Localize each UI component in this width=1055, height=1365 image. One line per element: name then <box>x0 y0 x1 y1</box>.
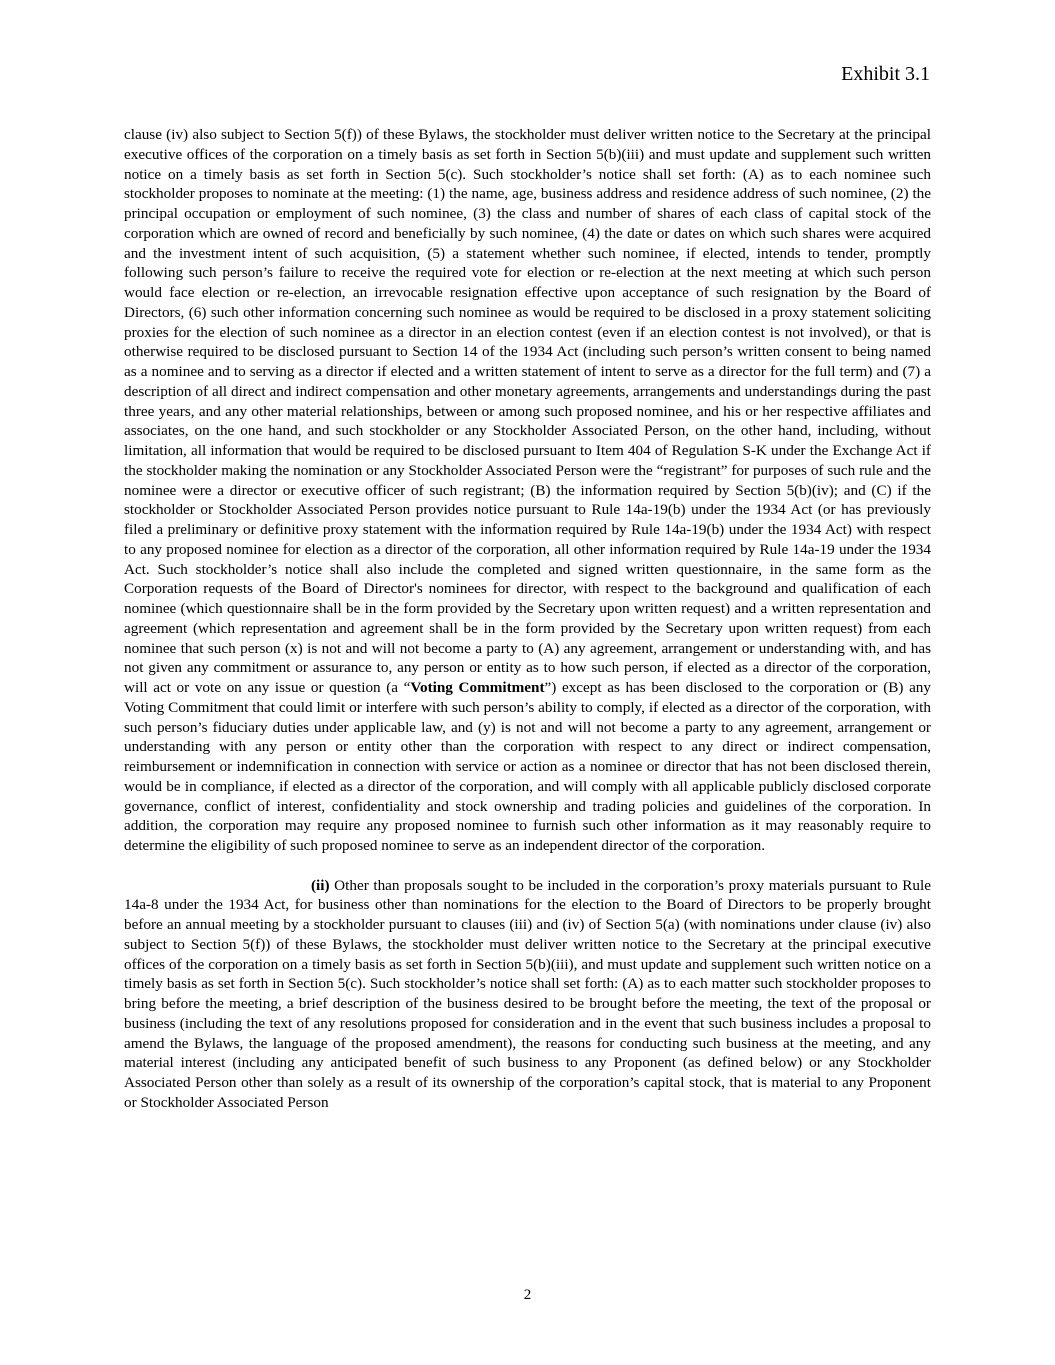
paragraph-nominee-notice <box>124 125 931 856</box>
paragraph-business-notice <box>124 876 931 1113</box>
document-body <box>124 125 931 1113</box>
paragraph-text: Other than proposals sought to be included in the corporation’s proxy materials pursuant to Rule 14a-8 under the 1934 Act, for business other than nominations for the election to the Board of Directors to be properly brought before an annual meeting by a stockholder pursuant to clauses (iii) and (iv) of Section 5(a) (with nominations under clause (iv) also subject to Section 5(f)) of these Bylaws, the stockholder must deliver written notice to the Secretary at the principal executive offices of the corporation on a timely basis as set forth in Section 5(b)(iii), and must update and supplement such written notice on a timely basis as set forth in Section 5(c). Such stockholder’s notice shall set forth: (A) as to each matter such stockholder proposes to bring before the meeting, a brief description of the business desired to be brought before the meeting, the text of the proposal or business (including the text of any resolutions proposed for consideration and in the event that such business includes a proposal to amend the Bylaws, the language of the proposed amendment), the reasons for conducting such business at the meeting, and any material interest (including any anticipated benefit of such business to any Proponent (as defined below) or any Stockholder Associated Person other than solely as a result of its ownership of the corporation’s capital stock, that is material to any Proponent or Stockholder Associated Person <box>124 876 931 1111</box>
page-number: 2 <box>523 1287 532 1303</box>
paragraph-text: clause (iv) also subject to Section 5(f)) of these Bylaws, the stockholder must deliver written notice to the Secretary at the principal executive offices of the corporation on a timely basis as set forth in Section 5(b)(iii) and must update and supplement such written notice on a timely basis as set forth in Section 5(c). Such stockholder’s notice shall set forth: (A) as to each nominee such stockholder proposes to nominate at the meeting: (1) the name, age, business address and residence address of such nominee, (2) the principal occupation or employment of such nominee, (3) the class and number of shares of each class of capital stock of the corporation which are owned of record and beneficially by such nominee, (4) the date or dates on which such shares were acquired and the investment intent of such acquisition, (5) a statement whether such nominee, if elected, intends to tender, promptly following such person’s failure to receive the required vote for election or re-election at the next meeting at which such person would face election or re-election, an irrevocable resignation effective upon acceptance of such resignation by the Board of Directors, (6) such other information concerning such nominee as would be required to be disclosed in a proxy statement soliciting proxies for the election of such nominee as a director in an election contest (even if an election contest is not involved), or that is otherwise required to be disclosed pursuant to Section 14 of the 1934 Act (including such person’s written consent to being named as a nominee and to serving as a director if elected and a written statement of intent to serve as a director for the full term) and (7) a description of all direct and indirect compensation and other monetary agreements, arrangements and understandings during the past three years, and any other material relationships, between or among such proposed nominee, and his or her respective affiliates and associates, on the one hand, and such stockholder or any Stockholder Associated Person, on the other hand, including, without limitation, all information that would be required to be disclosed pursuant to Item 404 of Regulation S-K under the Exchange Act if the stockholder making the nomination or any Stockholder Associated Person were the “registrant” for purposes of such rule and the nominee were a director or executive officer of such registrant; (B) the information required by Section 5(b)(iv); and (C) if the stockholder or Stockholder Associated Person provides notice pursuant to Rule 14a-19(b) under the 1934 Act (or has previously filed a preliminary or definitive proxy statement with the information required by Rule 14a-19(b) under the 1934 Act) with respect to any proposed nominee for election as a director of the corporation, all other information required by Rule 14a-19 under the 1934 Act. Such stockholder’s notice shall also include the completed and signed written questionnaire, in the same form as the Corporation requests of the Board of Director's nominees for director, with respect to the background and qualification of each nominee (which questionnaire shall be in the form provided by the Secretary upon written request) and a written representation and agreement (which representation and agreement shall be in the form provided by the Secretary upon written request) from each nominee that such person (x) is not and will not become a party to (A) any agreement, arrangement or understanding with, and has not given any commitment or assurance to, any person or entity as to how such person, if elected as a director of the corporation, will act or vote on any issue or question (a “ <box>124 126 931 696</box>
paragraph-text: ”) except as has been disclosed to the corporation or (B) any Voting Commitment that could limit or interfere with such person’s ability to comply, if elected as a director of the corporation, with such person’s fiduciary duties under applicable law, and (y) is not and will not become a party to any agreement, arrangement or understanding with any person or entity other than the corporation with respect to any direct or indirect compensation, reimbursement or indemnification in connection with service or action as a nominee or director that has not been disclosed therein, would be in compliance, if elected as a director of the corporation, and will comply with all applicable publicly disclosed corporate governance, conflict of interest, confidentiality and stock ownership and trading policies and guidelines of the corporation. In addition, the corporation may require any proposed nominee to furnish such other information as it may reasonably require to determine the eligibility of such proposed nominee to serve as an independent director of the corporation. <box>124 679 931 854</box>
paragraph-label: (ii) <box>311 876 330 894</box>
exhibit-label: Exhibit 3.1 <box>841 63 930 85</box>
defined-term-voting-commitment: Voting Commitment <box>410 679 545 696</box>
